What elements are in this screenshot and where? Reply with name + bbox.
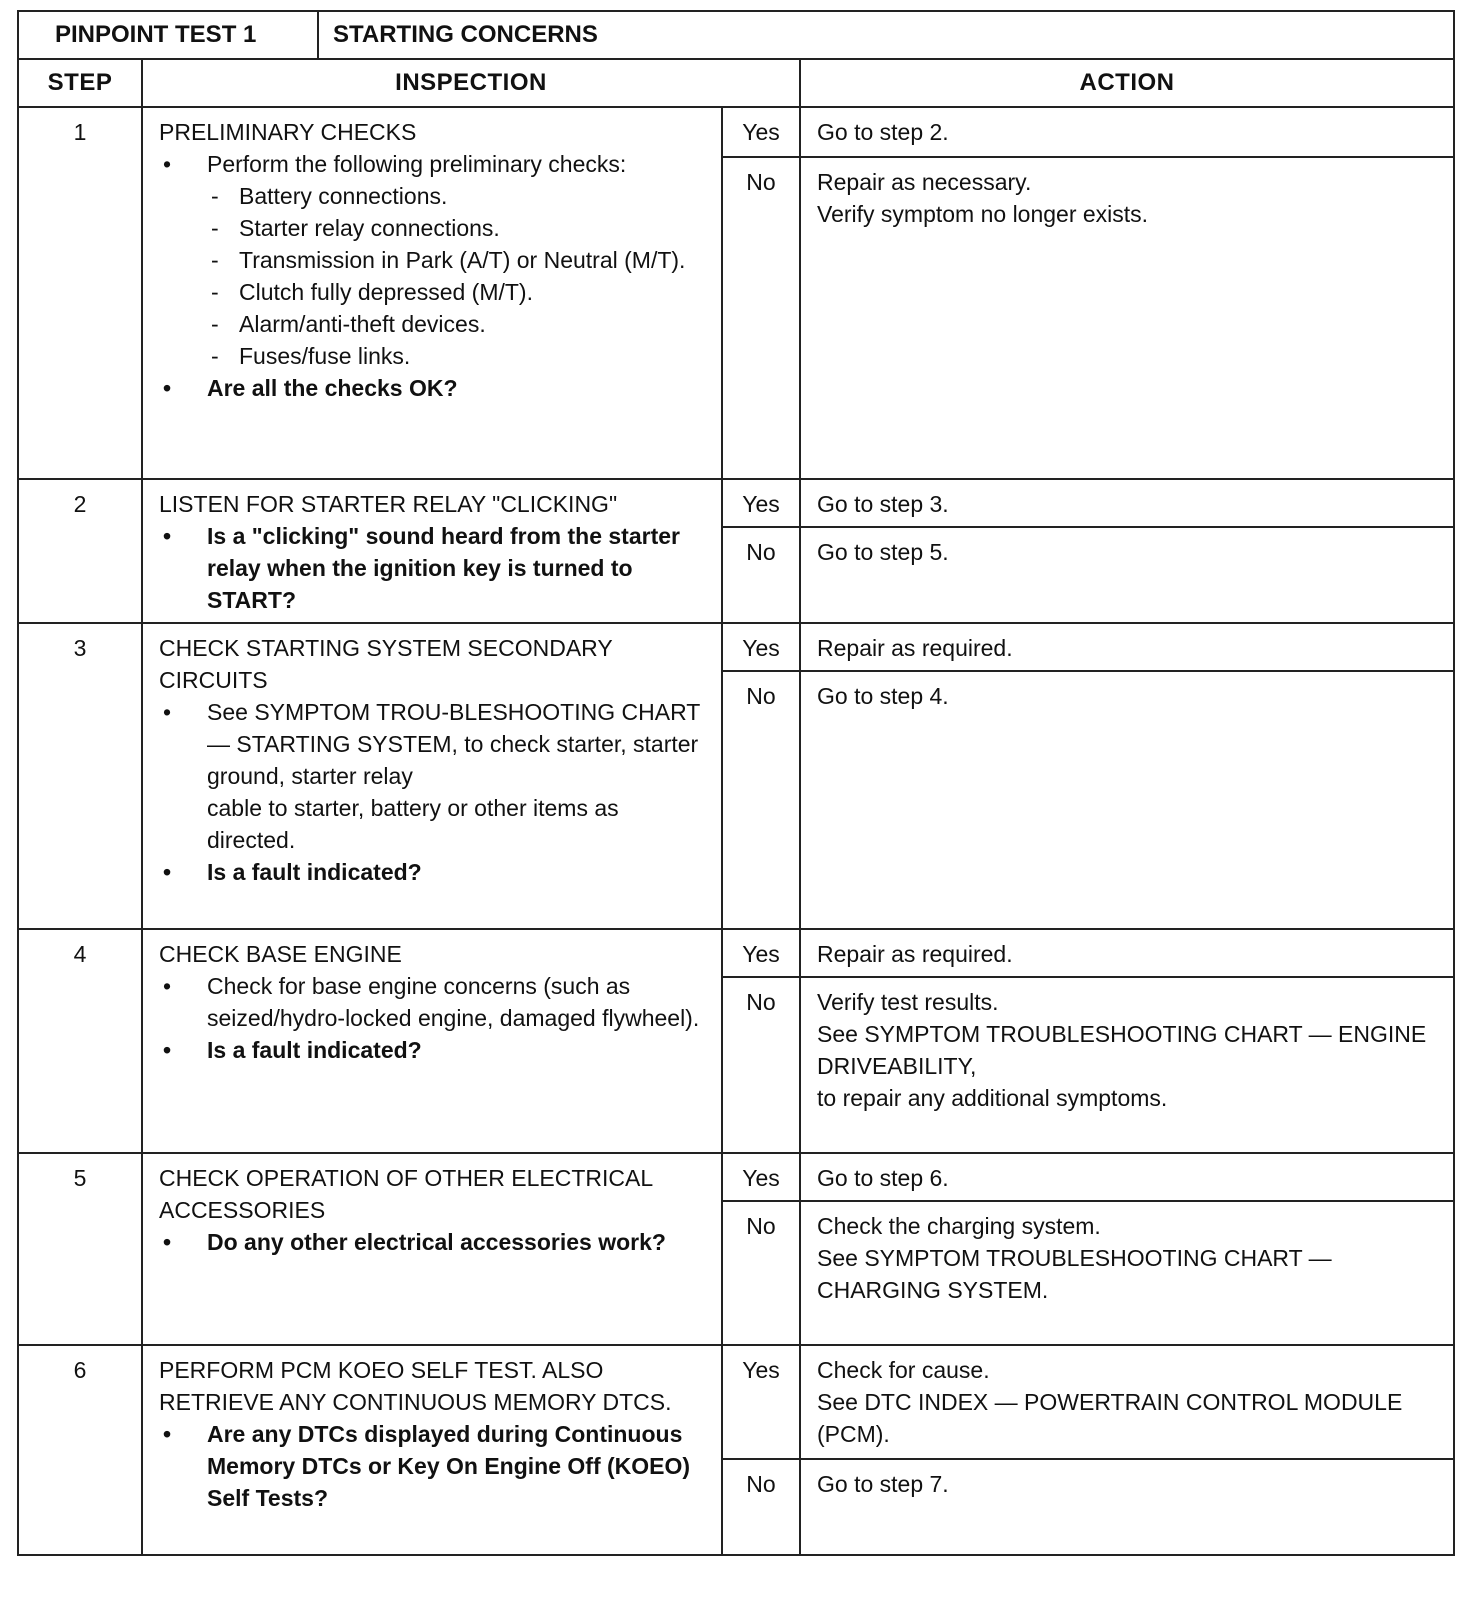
yes-action: Go to step 2. [800,107,1454,157]
yes-label: Yes [722,479,800,527]
bullet-list [159,1226,707,1258]
sub-item: - Alarm/anti-theft devices. [207,308,707,340]
bullet-item [159,696,707,856]
yes-action: Go to step 6. [800,1153,1454,1201]
no-action [800,157,1454,479]
title-row [18,11,1454,59]
column-header-step: STEP [18,59,142,107]
step-3-yes-row [18,623,1454,671]
action-line: Verify test results. [817,989,999,1015]
step-title: CHECK BASE ENGINE [159,941,402,967]
sub-item: - Fuses/fuse links. [207,340,707,372]
sub-item: - Clutch fully depressed (M/T). [207,276,707,308]
yes-label: Yes [722,1345,800,1459]
step-4-yes-row [18,929,1454,977]
column-header-action: ACTION [800,59,1454,107]
step-2-inspection [142,479,722,623]
yes-action: Repair as required. [800,623,1454,671]
no-label: No [722,977,800,1153]
no-action [800,1201,1454,1345]
step-number: 3 [18,623,142,929]
header-row [18,59,1454,107]
action-line: to repair any additional symptoms. [817,1085,1168,1111]
step-number: 1 [18,107,142,479]
no-label: No [722,157,800,479]
test-name: STARTING CONCERNS [318,11,1454,59]
bullet-item: • Check for base engine concerns (such as seized/hydro-locked engine, damaged flywheel). [159,970,707,1034]
step-3-inspection [142,623,722,929]
yes-label: Yes [722,929,800,977]
bullet-item [159,148,707,372]
yes-action: Repair as required. [800,929,1454,977]
step-title: PRELIMINARY CHECKS [159,119,417,145]
action-line: Verify symptom no longer exists. [817,201,1149,227]
yes-label: Yes [722,1153,800,1201]
question: • Are any DTCs displayed during Continuous Memory DTCs or Key On Engine Off (KOEO) Self Tests? [159,1418,707,1514]
step-title: LISTEN FOR STARTER RELAY "CLICKING" [159,491,618,517]
step-1-yes-row [18,107,1454,157]
step-6-inspection [142,1345,722,1555]
test-id: PINPOINT TEST 1 [18,11,318,59]
bullet-list [159,696,707,888]
step-title: CHECK OPERATION OF OTHER ELECTRICAL ACCESSORIES [159,1165,653,1223]
step-number: 2 [18,479,142,623]
step-number: 4 [18,929,142,1153]
bullet-text: cable to starter, battery or other items as directed. [207,795,619,853]
bullet-list [159,1418,707,1514]
step-6-yes-row [18,1345,1454,1459]
action-line: Check for cause. [817,1357,990,1383]
step-2-yes-row [18,479,1454,527]
bullet-text: • See SYMPTOM TROU-BLESHOOTING CHART — STARTING SYSTEM, to check starter, starter ground, starter relay [207,699,700,789]
sub-item: - Transmission in Park (A/T) or Neutral (M/T). [207,244,707,276]
sub-item: - Starter relay connections. [207,212,707,244]
yes-action [800,1345,1454,1459]
step-title: CHECK STARTING SYSTEM SECONDARY CIRCUITS [159,635,613,693]
question: • Is a fault indicated? [159,1034,707,1066]
action-line: See SYMPTOM TROUBLESHOOTING CHART — CHARGING SYSTEM. [817,1245,1332,1303]
action-line: See DTC INDEX — POWERTRAIN CONTROL MODULE (PCM). [817,1389,1403,1447]
question: • Are all the checks OK? [159,372,707,404]
no-label: No [722,527,800,623]
step-5-inspection [142,1153,722,1345]
no-label: No [722,1459,800,1555]
step-4-inspection [142,929,722,1153]
no-label: No [722,671,800,929]
no-action: Go to step 7. [800,1459,1454,1555]
pinpoint-test-table [17,10,1455,1556]
bullet-list [159,970,707,1066]
action-line: Repair as necessary. [817,169,1032,195]
action-line: Check the charging system. [817,1213,1101,1239]
no-action: Go to step 5. [800,527,1454,623]
yes-label: Yes [722,623,800,671]
step-number: 5 [18,1153,142,1345]
column-header-inspection: INSPECTION [142,59,800,107]
no-action [800,977,1454,1153]
no-label: No [722,1201,800,1345]
action-line: See SYMPTOM TROUBLESHOOTING CHART — ENGINE DRIVEABILITY, [817,1021,1427,1079]
step-title: PERFORM PCM KOEO SELF TEST. ALSO RETRIEVE ANY CONTINUOUS MEMORY DTCS. [159,1357,672,1415]
yes-action: Go to step 3. [800,479,1454,527]
no-action: Go to step 4. [800,671,1454,929]
question: • Do any other electrical accessories work? [159,1226,707,1258]
yes-label: Yes [722,107,800,157]
bullet-text: Perform the following preliminary checks: [207,151,627,177]
bullet-list [159,148,707,404]
sub-item: - Battery connections. [207,180,707,212]
question: • Is a fault indicated? [159,856,707,888]
step-1-inspection [142,107,722,479]
sub-list [207,180,707,372]
bullet-list [159,520,707,616]
step-number: 6 [18,1345,142,1555]
step-5-yes-row [18,1153,1454,1201]
question: • Is a "clicking" sound heard from the starter relay when the ignition key is turned to START? [159,520,707,616]
